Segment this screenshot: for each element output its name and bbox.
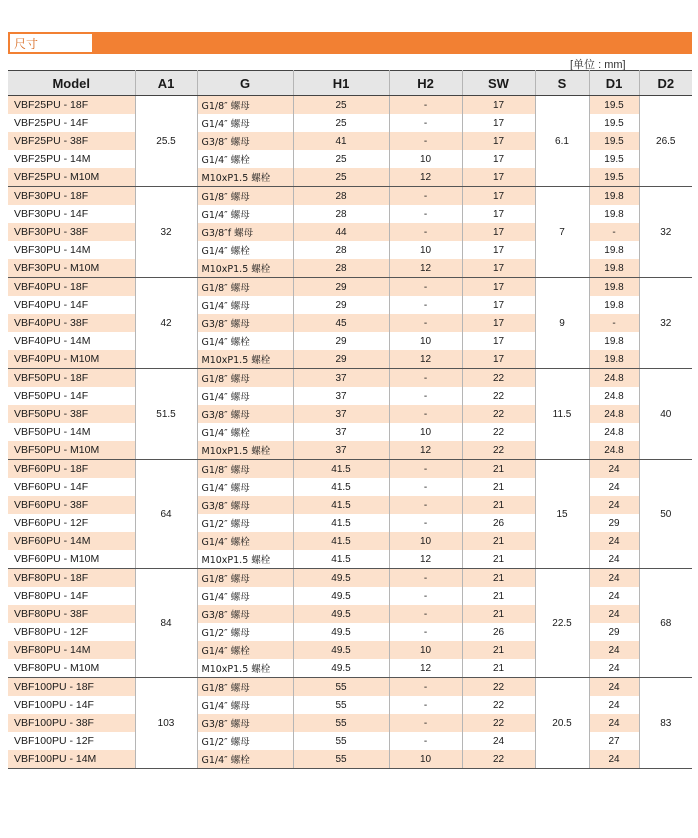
sw-cell: 22 xyxy=(462,714,535,732)
sw-cell: 21 xyxy=(462,605,535,623)
model-cell: VBF50PU - 14M xyxy=(8,423,135,441)
a1-cell: 51.5 xyxy=(135,369,197,460)
model-cell: VBF40PU - M10M xyxy=(8,350,135,369)
h2-cell: - xyxy=(389,696,462,714)
model-cell: VBF100PU - 18F xyxy=(8,678,135,697)
h2-cell: 10 xyxy=(389,750,462,769)
sw-cell: 26 xyxy=(462,623,535,641)
g-cell: G1/4″ 螺母 xyxy=(197,205,293,223)
g-cell: G1/4″ 螺栓 xyxy=(197,532,293,550)
table-row xyxy=(8,187,692,206)
d1-cell: 29 xyxy=(589,623,639,641)
table-row xyxy=(8,496,692,514)
g-cell: G1/4″ 螺母 xyxy=(197,696,293,714)
table-row xyxy=(8,278,692,297)
sw-cell: 22 xyxy=(462,369,535,388)
h1-cell: 55 xyxy=(293,678,389,697)
d1-cell: 19.8 xyxy=(589,241,639,259)
h2-cell: - xyxy=(389,387,462,405)
d1-cell: 24 xyxy=(589,569,639,588)
g-cell: G3/8″ 螺母 xyxy=(197,714,293,732)
model-cell: VBF60PU - 14F xyxy=(8,478,135,496)
s-cell: 22.5 xyxy=(535,569,589,678)
sw-cell: 17 xyxy=(462,150,535,168)
model-cell: VBF30PU - 14M xyxy=(8,241,135,259)
s-cell: 20.5 xyxy=(535,678,589,769)
table-row xyxy=(8,350,692,369)
column-header-d1: D1 xyxy=(589,71,639,96)
h2-cell: 10 xyxy=(389,241,462,259)
g-cell: G1/4″ 螺母 xyxy=(197,296,293,314)
table-row xyxy=(8,132,692,150)
table-row xyxy=(8,96,692,115)
table-row xyxy=(8,714,692,732)
d1-cell: 24 xyxy=(589,550,639,569)
sw-cell: 17 xyxy=(462,132,535,150)
model-cell: VBF30PU - M10M xyxy=(8,259,135,278)
h2-cell: - xyxy=(389,732,462,750)
d1-cell: 19.8 xyxy=(589,350,639,369)
d1-cell: 19.8 xyxy=(589,205,639,223)
sw-cell: 17 xyxy=(462,259,535,278)
h1-cell: 28 xyxy=(293,259,389,278)
model-cell: VBF80PU - 14M xyxy=(8,641,135,659)
sw-cell: 17 xyxy=(462,296,535,314)
table-row xyxy=(8,405,692,423)
h1-cell: 55 xyxy=(293,732,389,750)
h1-cell: 49.5 xyxy=(293,605,389,623)
g-cell: G1/4″ 螺栓 xyxy=(197,641,293,659)
h2-cell: - xyxy=(389,132,462,150)
d1-cell: 24 xyxy=(589,460,639,479)
table-row xyxy=(8,750,692,769)
g-cell: G1/8″ 螺母 xyxy=(197,569,293,588)
h1-cell: 55 xyxy=(293,750,389,769)
h2-cell: 12 xyxy=(389,168,462,187)
h1-cell: 41.5 xyxy=(293,496,389,514)
g-cell: G1/8″ 螺母 xyxy=(197,678,293,697)
g-cell: G1/4″ 螺栓 xyxy=(197,241,293,259)
h2-cell: - xyxy=(389,496,462,514)
d1-cell: 19.8 xyxy=(589,296,639,314)
table-row xyxy=(8,168,692,187)
h2-cell: - xyxy=(389,369,462,388)
sw-cell: 21 xyxy=(462,496,535,514)
sw-cell: 21 xyxy=(462,641,535,659)
g-cell: G1/8″ 螺母 xyxy=(197,460,293,479)
column-header-d2: D2 xyxy=(639,71,692,96)
h1-cell: 28 xyxy=(293,241,389,259)
h1-cell: 44 xyxy=(293,223,389,241)
table-row xyxy=(8,150,692,168)
column-header-model: Model xyxy=(8,71,135,96)
d1-cell: 24 xyxy=(589,696,639,714)
d1-cell: 24.8 xyxy=(589,441,639,460)
h1-cell: 55 xyxy=(293,714,389,732)
sw-cell: 22 xyxy=(462,750,535,769)
g-cell: G1/8″ 螺母 xyxy=(197,187,293,206)
g-cell: G1/8″ 螺母 xyxy=(197,369,293,388)
model-cell: VBF50PU - 18F xyxy=(8,369,135,388)
table-row xyxy=(8,332,692,350)
d1-cell: 27 xyxy=(589,732,639,750)
model-cell: VBF50PU - 38F xyxy=(8,405,135,423)
g-cell: M10xP1.5 螺栓 xyxy=(197,441,293,460)
model-cell: VBF100PU - 12F xyxy=(8,732,135,750)
d1-cell: 19.8 xyxy=(589,259,639,278)
d1-cell: 19.5 xyxy=(589,168,639,187)
table-row xyxy=(8,205,692,223)
sw-cell: 17 xyxy=(462,278,535,297)
g-cell: G1/2″ 螺母 xyxy=(197,514,293,532)
h1-cell: 29 xyxy=(293,296,389,314)
h2-cell: - xyxy=(389,569,462,588)
model-cell: VBF40PU - 38F xyxy=(8,314,135,332)
d1-cell: 24 xyxy=(589,532,639,550)
table-row xyxy=(8,114,692,132)
h1-cell: 45 xyxy=(293,314,389,332)
model-cell: VBF40PU - 14F xyxy=(8,296,135,314)
model-cell: VBF50PU - 14F xyxy=(8,387,135,405)
h2-cell: - xyxy=(389,278,462,297)
model-cell: VBF25PU - 14F xyxy=(8,114,135,132)
a1-cell: 64 xyxy=(135,460,197,569)
h2-cell: - xyxy=(389,96,462,115)
sw-cell: 17 xyxy=(462,168,535,187)
h1-cell: 37 xyxy=(293,423,389,441)
g-cell: G3/8″ 螺母 xyxy=(197,314,293,332)
h2-cell: 12 xyxy=(389,659,462,678)
s-cell: 6.1 xyxy=(535,96,589,187)
column-header-sw: SW xyxy=(462,71,535,96)
h1-cell: 37 xyxy=(293,441,389,460)
sw-cell: 17 xyxy=(462,96,535,115)
h1-cell: 41 xyxy=(293,132,389,150)
table-row xyxy=(8,314,692,332)
d2-cell: 68 xyxy=(639,569,692,678)
g-cell: G1/8″ 螺母 xyxy=(197,278,293,297)
g-cell: G3/8″f 螺母 xyxy=(197,223,293,241)
d1-cell: 24 xyxy=(589,605,639,623)
d1-cell: 24.8 xyxy=(589,387,639,405)
a1-cell: 103 xyxy=(135,678,197,769)
model-cell: VBF80PU - 14F xyxy=(8,587,135,605)
sw-cell: 17 xyxy=(462,205,535,223)
sw-cell: 17 xyxy=(462,314,535,332)
sw-cell: 21 xyxy=(462,587,535,605)
table-row xyxy=(8,241,692,259)
h2-cell: - xyxy=(389,605,462,623)
dimension-table xyxy=(8,70,692,769)
table-row xyxy=(8,569,692,588)
unit-label: [单位 : mm] xyxy=(570,59,626,71)
sw-cell: 17 xyxy=(462,114,535,132)
d1-cell: 24 xyxy=(589,496,639,514)
table-row xyxy=(8,696,692,714)
a1-cell: 42 xyxy=(135,278,197,369)
sw-cell: 17 xyxy=(462,223,535,241)
h1-cell: 28 xyxy=(293,205,389,223)
g-cell: G1/4″ 螺母 xyxy=(197,114,293,132)
h2-cell: - xyxy=(389,405,462,423)
model-cell: VBF25PU - 14M xyxy=(8,150,135,168)
table-row xyxy=(8,605,692,623)
table-row xyxy=(8,587,692,605)
d1-cell: 19.8 xyxy=(589,187,639,206)
d1-cell: 19.5 xyxy=(589,132,639,150)
sw-cell: 21 xyxy=(462,532,535,550)
sw-cell: 22 xyxy=(462,441,535,460)
sw-cell: 17 xyxy=(462,187,535,206)
h2-cell: - xyxy=(389,114,462,132)
h1-cell: 37 xyxy=(293,387,389,405)
h2-cell: - xyxy=(389,187,462,206)
h1-cell: 41.5 xyxy=(293,532,389,550)
h1-cell: 25 xyxy=(293,96,389,115)
model-cell: VBF30PU - 38F xyxy=(8,223,135,241)
h1-cell: 49.5 xyxy=(293,587,389,605)
h1-cell: 29 xyxy=(293,332,389,350)
table-row xyxy=(8,296,692,314)
table-header-row xyxy=(8,71,692,96)
model-cell: VBF80PU - 12F xyxy=(8,623,135,641)
h2-cell: - xyxy=(389,587,462,605)
h2-cell: - xyxy=(389,714,462,732)
h1-cell: 25 xyxy=(293,114,389,132)
model-cell: VBF100PU - 38F xyxy=(8,714,135,732)
d1-cell: 24.8 xyxy=(589,405,639,423)
table-row xyxy=(8,623,692,641)
g-cell: G3/8″ 螺母 xyxy=(197,496,293,514)
table-row xyxy=(8,478,692,496)
d1-cell: 24 xyxy=(589,714,639,732)
d1-cell: 24 xyxy=(589,750,639,769)
d1-cell: 24 xyxy=(589,478,639,496)
model-cell: VBF100PU - 14F xyxy=(8,696,135,714)
d1-cell: 19.5 xyxy=(589,114,639,132)
d2-cell: 26.5 xyxy=(639,96,692,187)
sw-cell: 17 xyxy=(462,350,535,369)
s-cell: 11.5 xyxy=(535,369,589,460)
g-cell: G1/4″ 螺栓 xyxy=(197,750,293,769)
d1-cell: 19.8 xyxy=(589,332,639,350)
a1-cell: 32 xyxy=(135,187,197,278)
h2-cell: 12 xyxy=(389,350,462,369)
h1-cell: 41.5 xyxy=(293,514,389,532)
table-row xyxy=(8,369,692,388)
h1-cell: 41.5 xyxy=(293,550,389,569)
h1-cell: 37 xyxy=(293,405,389,423)
section-title-box xyxy=(10,34,92,52)
column-header-h1: H1 xyxy=(293,71,389,96)
d1-cell: 19.8 xyxy=(589,278,639,297)
sw-cell: 22 xyxy=(462,387,535,405)
table-body xyxy=(8,96,692,769)
h1-cell: 29 xyxy=(293,350,389,369)
column-header-h2: H2 xyxy=(389,71,462,96)
table-row xyxy=(8,259,692,278)
table-row xyxy=(8,514,692,532)
g-cell: G3/8″ 螺母 xyxy=(197,405,293,423)
h2-cell: 12 xyxy=(389,441,462,460)
g-cell: G1/4″ 螺母 xyxy=(197,387,293,405)
model-cell: VBF50PU - M10M xyxy=(8,441,135,460)
h2-cell: 10 xyxy=(389,150,462,168)
g-cell: M10xP1.5 螺栓 xyxy=(197,659,293,678)
model-cell: VBF25PU - 38F xyxy=(8,132,135,150)
d1-cell: 24.8 xyxy=(589,369,639,388)
table-row xyxy=(8,732,692,750)
table-row xyxy=(8,223,692,241)
s-cell: 9 xyxy=(535,278,589,369)
s-cell: 7 xyxy=(535,187,589,278)
g-cell: M10xP1.5 螺栓 xyxy=(197,168,293,187)
model-cell: VBF80PU - 18F xyxy=(8,569,135,588)
d1-cell: 24.8 xyxy=(589,423,639,441)
model-cell: VBF60PU - 38F xyxy=(8,496,135,514)
h1-cell: 49.5 xyxy=(293,569,389,588)
model-cell: VBF60PU - 12F xyxy=(8,514,135,532)
a1-cell: 25.5 xyxy=(135,96,197,187)
sw-cell: 22 xyxy=(462,405,535,423)
sw-cell: 22 xyxy=(462,696,535,714)
table-row xyxy=(8,641,692,659)
h1-cell: 25 xyxy=(293,150,389,168)
h1-cell: 49.5 xyxy=(293,659,389,678)
g-cell: G3/8″ 螺母 xyxy=(197,605,293,623)
h2-cell: - xyxy=(389,314,462,332)
sw-cell: 17 xyxy=(462,241,535,259)
g-cell: G3/8″ 螺母 xyxy=(197,132,293,150)
d2-cell: 40 xyxy=(639,369,692,460)
section-title: 尺寸 xyxy=(14,37,39,51)
h2-cell: 10 xyxy=(389,423,462,441)
g-cell: G1/4″ 螺母 xyxy=(197,478,293,496)
h2-cell: 12 xyxy=(389,259,462,278)
table-row xyxy=(8,659,692,678)
d1-cell: 24 xyxy=(589,678,639,697)
model-cell: VBF60PU - 18F xyxy=(8,460,135,479)
g-cell: G1/8″ 螺母 xyxy=(197,96,293,115)
sw-cell: 21 xyxy=(462,659,535,678)
table-row xyxy=(8,423,692,441)
g-cell: G1/4″ 螺母 xyxy=(197,587,293,605)
table-row xyxy=(8,460,692,479)
h1-cell: 29 xyxy=(293,278,389,297)
g-cell: G1/4″ 螺栓 xyxy=(197,423,293,441)
column-header-s: S xyxy=(535,71,589,96)
sw-cell: 22 xyxy=(462,678,535,697)
h1-cell: 25 xyxy=(293,168,389,187)
table-row xyxy=(8,387,692,405)
sw-cell: 21 xyxy=(462,478,535,496)
column-header-g: G xyxy=(197,71,293,96)
model-cell: VBF100PU - 14M xyxy=(8,750,135,769)
model-cell: VBF40PU - 18F xyxy=(8,278,135,297)
section-title-bar xyxy=(8,32,692,54)
h2-cell: 10 xyxy=(389,641,462,659)
g-cell: M10xP1.5 螺栓 xyxy=(197,259,293,278)
g-cell: G1/2″ 螺母 xyxy=(197,732,293,750)
sw-cell: 21 xyxy=(462,460,535,479)
d1-cell: 24 xyxy=(589,641,639,659)
table-row xyxy=(8,532,692,550)
g-cell: M10xP1.5 螺栓 xyxy=(197,350,293,369)
g-cell: M10xP1.5 螺栓 xyxy=(197,550,293,569)
h1-cell: 28 xyxy=(293,187,389,206)
sw-cell: 26 xyxy=(462,514,535,532)
d1-cell: 19.5 xyxy=(589,96,639,115)
a1-cell: 84 xyxy=(135,569,197,678)
h2-cell: 10 xyxy=(389,532,462,550)
model-cell: VBF25PU - M10M xyxy=(8,168,135,187)
d1-cell: 24 xyxy=(589,659,639,678)
table-row xyxy=(8,550,692,569)
sw-cell: 17 xyxy=(462,332,535,350)
h2-cell: - xyxy=(389,478,462,496)
model-cell: VBF60PU - M10M xyxy=(8,550,135,569)
h1-cell: 41.5 xyxy=(293,478,389,496)
d1-cell: 19.5 xyxy=(589,150,639,168)
d2-cell: 32 xyxy=(639,187,692,278)
sw-cell: 22 xyxy=(462,423,535,441)
h1-cell: 41.5 xyxy=(293,460,389,479)
model-cell: VBF30PU - 14F xyxy=(8,205,135,223)
h2-cell: - xyxy=(389,296,462,314)
h2-cell: - xyxy=(389,514,462,532)
g-cell: G1/4″ 螺栓 xyxy=(197,150,293,168)
h2-cell: 10 xyxy=(389,332,462,350)
model-cell: VBF80PU - M10M xyxy=(8,659,135,678)
g-cell: G1/2″ 螺母 xyxy=(197,623,293,641)
h2-cell: - xyxy=(389,205,462,223)
d2-cell: 50 xyxy=(639,460,692,569)
sw-cell: 24 xyxy=(462,732,535,750)
h2-cell: - xyxy=(389,223,462,241)
model-cell: VBF25PU - 18F xyxy=(8,96,135,115)
model-cell: VBF80PU - 38F xyxy=(8,605,135,623)
d2-cell: 32 xyxy=(639,278,692,369)
h2-cell: - xyxy=(389,678,462,697)
d2-cell: 83 xyxy=(639,678,692,769)
sw-cell: 21 xyxy=(462,569,535,588)
h1-cell: 49.5 xyxy=(293,623,389,641)
sw-cell: 21 xyxy=(462,550,535,569)
d1-cell: - xyxy=(589,314,639,332)
h1-cell: 37 xyxy=(293,369,389,388)
h2-cell: - xyxy=(389,623,462,641)
d1-cell: - xyxy=(589,223,639,241)
s-cell: 15 xyxy=(535,460,589,569)
h2-cell: - xyxy=(389,460,462,479)
model-cell: VBF60PU - 14M xyxy=(8,532,135,550)
g-cell: G1/4″ 螺栓 xyxy=(197,332,293,350)
model-cell: VBF40PU - 14M xyxy=(8,332,135,350)
h2-cell: 12 xyxy=(389,550,462,569)
model-cell: VBF30PU - 18F xyxy=(8,187,135,206)
table-row xyxy=(8,441,692,460)
table-row xyxy=(8,678,692,697)
h1-cell: 49.5 xyxy=(293,641,389,659)
d1-cell: 24 xyxy=(589,587,639,605)
h1-cell: 55 xyxy=(293,696,389,714)
column-header-a1: A1 xyxy=(135,71,197,96)
d1-cell: 29 xyxy=(589,514,639,532)
